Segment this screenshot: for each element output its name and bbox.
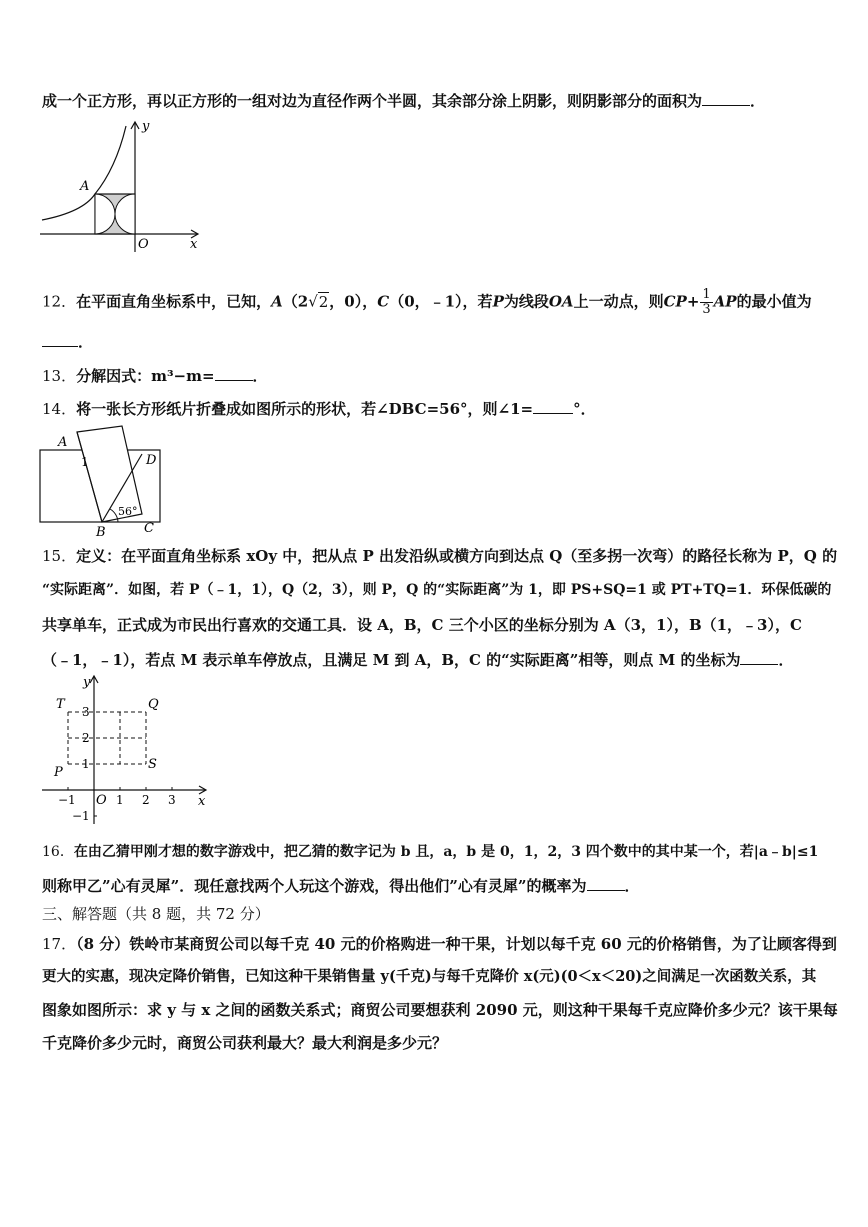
q15-end: ． [778,651,794,669]
q12-line [42,288,832,317]
q15-line-4 [42,648,832,671]
q16-l1: 在由乙猜甲刚才想的数字游戏中，把乙猜的数字记为 b 且，a，b 是 0，1，2，3 四个数中的其中某一个，若|a﹣b|≤1 [73,844,819,860]
q14-label-a: A [58,435,68,450]
q11-label-y: y [142,119,150,134]
q16-line-2 [42,874,832,897]
q12-end: ． [78,333,94,351]
q16-l2: 则称甲乙”心有灵犀”．现任意找两个人玩这个游戏，得出他们”心有灵犀”的概率为 [42,877,587,895]
q15-xtick-2: 2 [142,793,150,807]
q12-t5: 为线段 [503,292,549,311]
q12-t3: ，0）， [329,292,378,311]
q12-frac-num: 1 [702,287,711,302]
q12-c: C [377,292,390,311]
q11-figure [38,116,208,256]
q15-xtick-1: 1 [116,793,124,807]
q13-answer-blank [215,364,253,381]
q12-cp: CP [663,292,687,311]
q11-end: ． [750,92,766,110]
q15-label-p: P [54,765,63,780]
q15-label-x: x [198,794,206,809]
dashed-grid [68,712,146,764]
q15-xtick-3: 3 [168,793,176,807]
q16-number: 16． [42,844,74,860]
q14-end: °． [573,400,596,418]
q15-ytick-2: 2 [82,731,90,745]
q12-number: 12． [42,292,77,311]
q14-label-1: 1 [81,455,89,469]
q15-l1: 定义：在平面直角坐标系 xOy 中，把从点 P 出发沿纵或横方向到达点 Q（至多拐一次弯）的路径长称为 P，Q 的 [76,547,838,565]
q14-label-c: C [144,521,154,536]
q17-l1: （8 分）铁岭市某商贸公司以每千克 40 元的价格购进一种干果，计划以每千克 60 元的价格销售，为了让顾客得到 [76,935,837,953]
q11-label-o: O [138,237,149,252]
q16-end: ． [624,877,640,895]
q13-text: 分解因式：m³−m= [76,367,215,385]
q11-text: 成一个正方形，再以正方形的一组对边为直径作两个半圆，其余部分涂上阴影，则阴影部分的面积为 [42,92,703,110]
q17-line-2 [42,966,832,988]
q15-label-s: S [148,757,157,772]
q14-label-56: 56° [118,505,138,518]
q16-answer-blank [587,874,625,891]
q12-blank-line [42,330,832,353]
sqrt-symbol: √ [308,292,318,311]
q15-label-y: y [83,675,91,690]
q17-line-1 [42,933,837,955]
q12-p: P [492,292,504,311]
q12-t6: 上一动点，则 [573,292,664,311]
q12-sqrt2: 2 [318,292,329,311]
q17-l3: 图象如图所示：求 y 与 x 之间的函数关系式；商贸公司要想获利 2090 元，则这种干果每千克应降价多少元？该干果每 [42,1001,838,1019]
q15-ytick-1: 1 [82,757,90,771]
q12-fraction [700,288,712,317]
q12-frac-den: 3 [702,302,711,317]
q14-line [42,397,832,420]
q15-line-2 [42,579,832,601]
q15-label-o: O [96,793,107,808]
q13-line [42,364,832,387]
q13-end: ． [252,367,268,385]
q14-number: 14． [42,400,77,418]
q12-plus: + [686,292,700,311]
q11-answer-blank [702,89,750,106]
q14-answer-blank [533,397,573,414]
q12-t7: 的最小值为 [736,292,812,311]
section-3-title: 三、解答题（共 8 题，共 72 分） [42,905,270,923]
q11-text-line [42,89,832,112]
q15-answer-blank [740,648,778,665]
q14-text: 将一张长方形纸片折叠成如图所示的形状，若∠DBC=56°，则∠1= [76,400,534,418]
q15-ytick-3: 3 [82,705,90,719]
q12-ap: AP [713,292,737,311]
q15-l4: （﹣1，﹣1），若点 M 表示单车停放点，且满足 M 到 A，B，C 的“实际距离”相等，则点 M 的坐标为 [42,651,741,669]
q15-number: 15． [42,547,77,565]
q12-t4: （0，﹣1），若 [389,292,493,311]
q11-label-x: x [190,237,198,252]
q15-figure [38,672,213,830]
q17-l2: 更大的实惠，现决定降价销售，已知这种干果销售量 y(千克)与每千克降价 x(元)(0＜x＜20)之间满足一次函数关系，其 [42,968,817,985]
q12-oa: OA [548,292,574,311]
q16-line-1 [42,841,832,863]
q15-l2: “实际距离”．如图，若 P（﹣1，1），Q（2，3），则 P，Q 的“实际距离”为 1，即 PS+SQ=1 或 PT+TQ=1．环保低碳的 [42,582,832,598]
q15-line-1 [42,545,838,567]
q14-label-d: D [146,453,157,468]
q15-ytick-m1: −1 [72,809,90,823]
q11-label-a: A [80,179,90,194]
q17-l4: 千克降价多少元时，商贸公司获利最大？最大利润是多少元？ [42,1034,448,1052]
q12-t1: 在平面直角坐标系中，已知， [76,292,272,311]
q15-l3: 共享单车，正式成为市民出行喜欢的交通工具．设 A，B，C 三个小区的坐标分别为 A（3，1），B（1，﹣3），C [42,616,802,634]
q12-a: A [271,292,283,311]
q13-number: 13． [42,367,77,385]
q15-label-q: Q [148,697,159,712]
q17-number: 17． [42,935,77,953]
section-3-heading [42,903,832,925]
q15-xtick-m1: −1 [58,793,76,807]
q12-answer-blank [42,330,78,347]
q17-line-4 [42,1032,832,1054]
q12-t2: （2 [282,292,309,311]
q14-label-b: B [96,525,106,538]
q15-line-3 [42,614,832,636]
q15-label-t: T [56,697,65,712]
q14-figure [38,424,168,538]
q17-line-3 [42,999,838,1021]
